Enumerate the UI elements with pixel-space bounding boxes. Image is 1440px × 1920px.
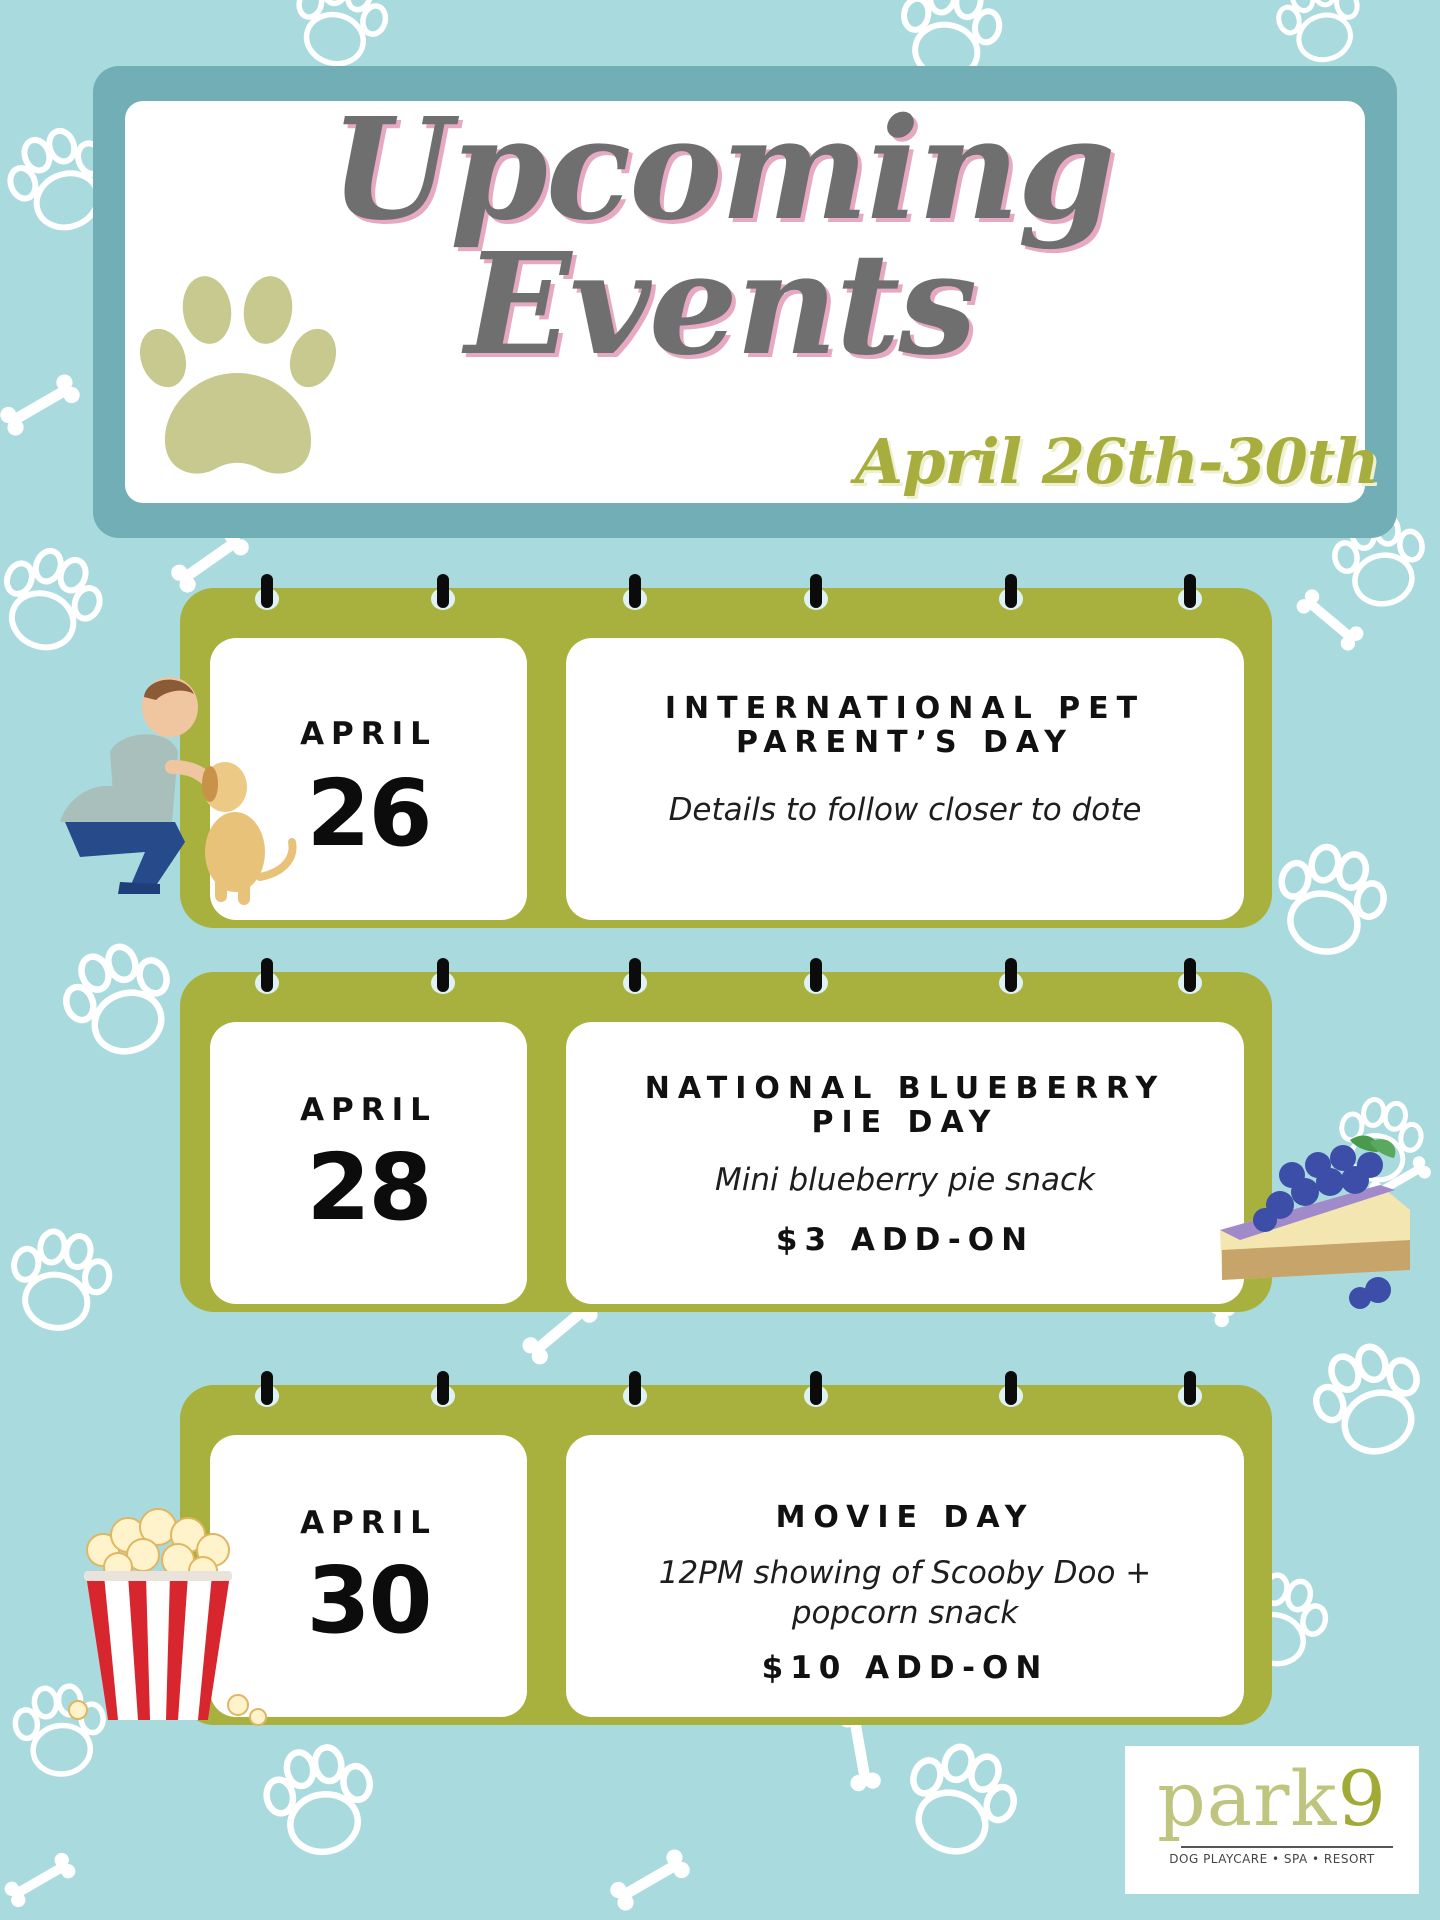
event-month: APRIL — [300, 716, 437, 752]
binder-ring — [623, 958, 647, 986]
event-title-line-2: PARENT’S DAY — [735, 725, 1075, 760]
blueberry-pie-illustration — [1210, 1130, 1420, 1310]
title-line-2: Events — [464, 223, 976, 387]
binder-ring — [804, 1371, 828, 1399]
event-description: Mini blueberry pie snack — [715, 1162, 1095, 1198]
popcorn-bucket-illustration — [58, 1505, 273, 1730]
event-month: APRIL — [300, 1092, 437, 1128]
paw-print-icon — [135, 268, 340, 490]
event-description-line-2: popcorn snack — [791, 1595, 1019, 1631]
man-with-puppy-illustration — [60, 672, 310, 922]
binder-ring — [999, 574, 1023, 602]
event-description: Details to follow closer to dote — [668, 792, 1142, 828]
event-details-box — [566, 1022, 1244, 1304]
binder-ring — [623, 1371, 647, 1399]
binder-ring — [255, 574, 279, 602]
park9-logo — [1125, 1746, 1419, 1894]
event-description-line-1: 12PM showing of Scooby Doo + — [658, 1555, 1152, 1591]
binder-ring — [255, 1371, 279, 1399]
binder-ring — [804, 574, 828, 602]
date-range: April 26th-30th — [855, 425, 1379, 498]
event-details-box — [566, 638, 1244, 920]
event-day: 28 — [306, 1134, 431, 1241]
binder-ring — [999, 1371, 1023, 1399]
title-line-1: Upcoming — [330, 88, 1114, 252]
event-title-line-1: INTERNATIONAL PET — [664, 691, 1146, 726]
logo-wordmark: park9 — [1157, 1754, 1387, 1843]
event-title-line-2: PIE DAY — [811, 1105, 999, 1140]
event-price: $10 ADD-ON — [761, 1650, 1049, 1686]
binder-ring — [1178, 958, 1202, 986]
event-month: APRIL — [300, 1505, 437, 1541]
date-box — [210, 1022, 527, 1304]
event-price: $3 ADD-ON — [775, 1222, 1035, 1258]
event-card-april-26 — [180, 588, 1272, 928]
event-card-april-28 — [180, 972, 1272, 1312]
event-title: MOVIE DAY — [775, 1500, 1035, 1535]
logo-tagline: DOG PLAYCARE • SPA • RESORT — [1169, 1852, 1375, 1866]
logo-divider — [1181, 1846, 1393, 1848]
binder-ring — [431, 958, 455, 986]
binder-ring — [623, 574, 647, 602]
event-details-box — [566, 1435, 1244, 1717]
event-day: 26 — [306, 760, 431, 867]
binder-ring — [1178, 574, 1202, 602]
binder-ring — [431, 1371, 455, 1399]
binder-ring — [431, 574, 455, 602]
page-title — [330, 88, 1114, 387]
event-card-april-30 — [180, 1385, 1272, 1725]
binder-ring — [1178, 1371, 1202, 1399]
event-title-line-1: NATIONAL BLUEBERRY — [644, 1071, 1166, 1106]
binder-ring — [804, 958, 828, 986]
binder-ring — [255, 958, 279, 986]
binder-ring — [999, 958, 1023, 986]
event-day: 30 — [306, 1547, 431, 1654]
